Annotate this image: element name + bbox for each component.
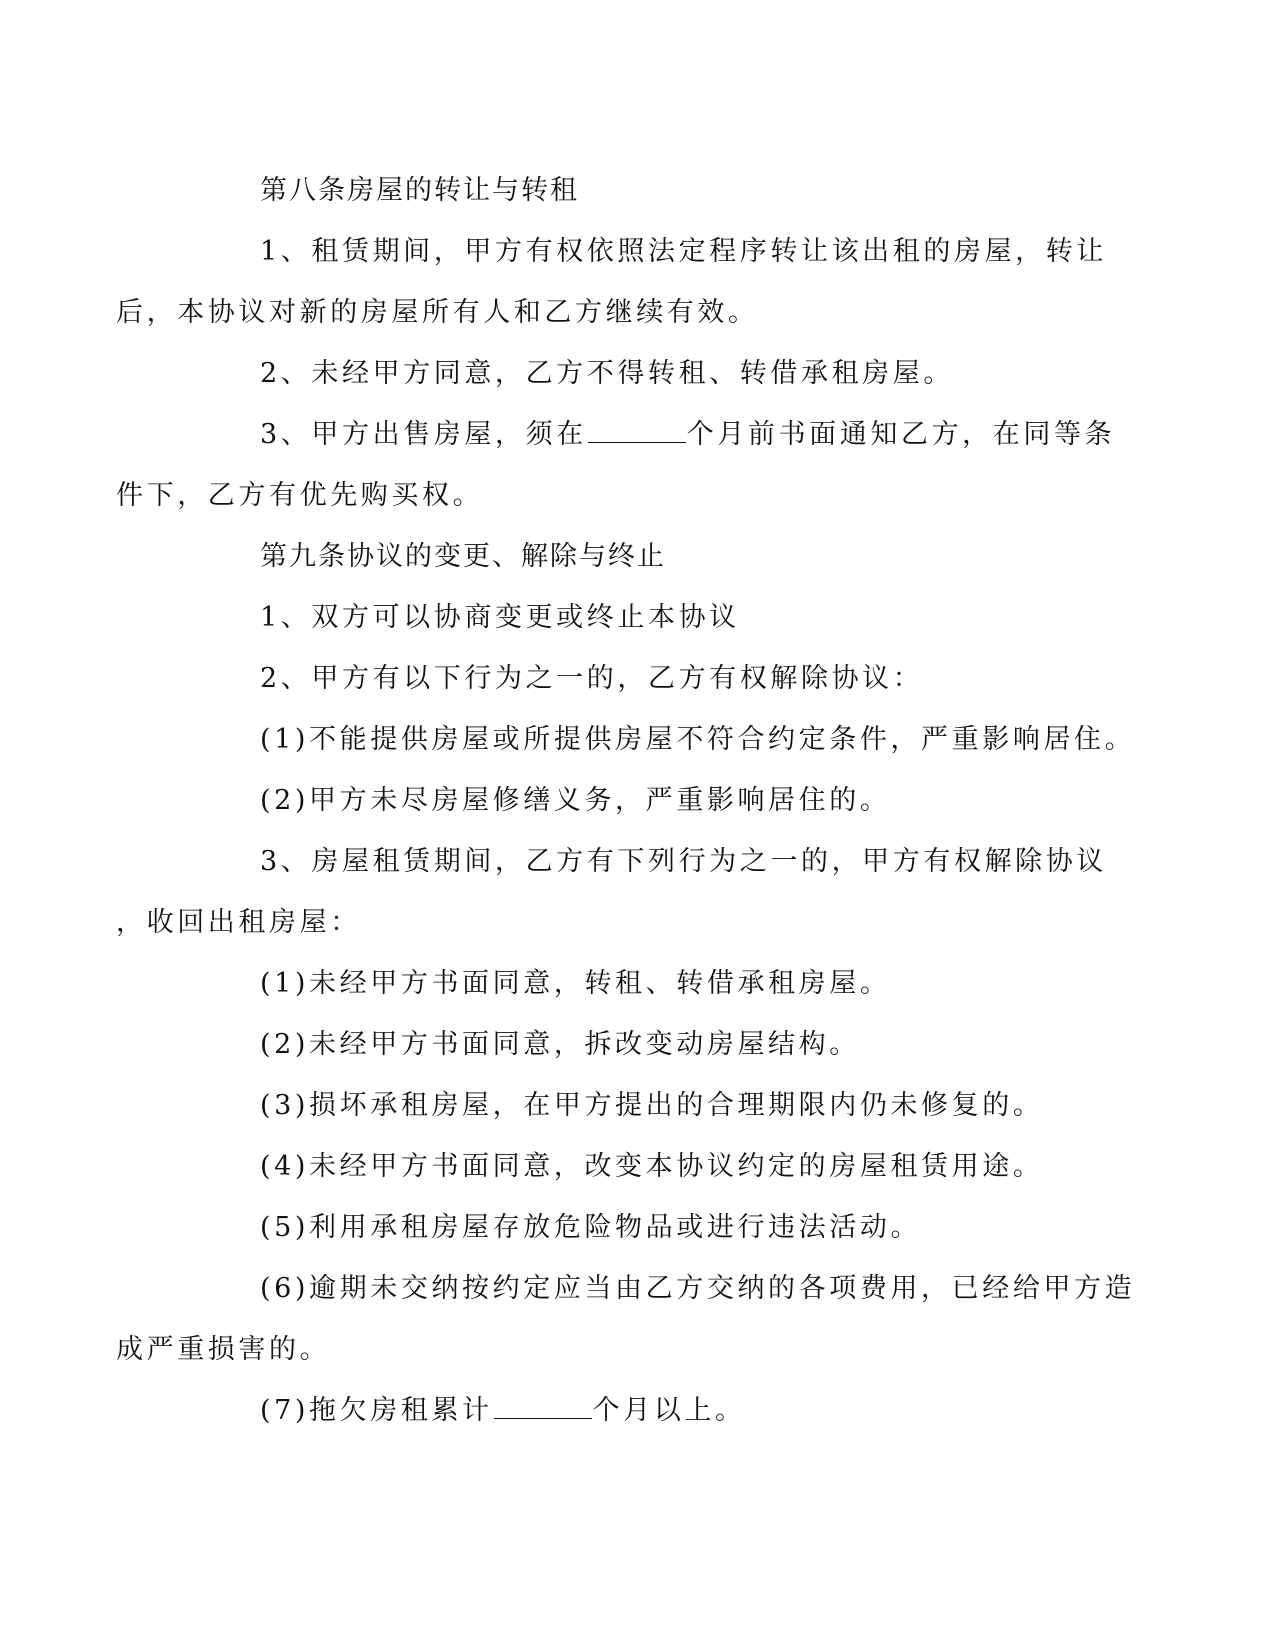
section-heading-9 bbox=[188, 526, 1088, 587]
paragraph-text: (1)未经甲方书面同意，转租、转借承租房屋。 bbox=[260, 968, 891, 999]
paragraph-9-2-2 bbox=[188, 770, 1088, 831]
paragraph-text-after: 个月前书面通知乙方，在同等条 bbox=[686, 419, 1116, 450]
paragraph-text-before: 3、甲方出售房屋，须在 bbox=[260, 419, 587, 450]
heading-text: 第九条协议的变更、解除与终止 bbox=[260, 541, 666, 572]
paragraph-line: 3、房屋租赁期间，乙方有下列行为之一的，甲方有权解除协议 bbox=[260, 846, 1107, 877]
paragraph-text: (2)未经甲方书面同意，拆改变动房屋结构。 bbox=[260, 1029, 860, 1060]
paragraph-9-3 bbox=[116, 831, 1107, 953]
paragraph-text-before: (7)拖欠房租累计 bbox=[260, 1395, 493, 1426]
paragraph-text: (3)损坏承租房屋，在甲方提出的合理期限内仍未修复的。 bbox=[260, 1090, 1044, 1121]
paragraph-text: 1、双方可以协商变更或终止本协议 bbox=[260, 602, 740, 633]
paragraph-9-2 bbox=[188, 648, 1088, 709]
paragraph-line: 1、租赁期间，甲方有权依照法定程序转让该出租的房屋，转让 bbox=[260, 236, 1107, 267]
fill-blank[interactable] bbox=[588, 420, 686, 443]
paragraph-9-2-1 bbox=[188, 709, 1136, 770]
paragraph-9-3-6 bbox=[116, 1258, 1136, 1380]
paragraph-8-3 bbox=[116, 404, 1116, 526]
paragraph-text: (1)不能提供房屋或所提供房屋不符合约定条件，严重影响居住。 bbox=[260, 724, 1136, 755]
fill-blank[interactable] bbox=[494, 1396, 592, 1419]
paragraph-9-3-4 bbox=[188, 1136, 1088, 1197]
document-body bbox=[116, 160, 1136, 1441]
paragraph-text: (2)甲方未尽房屋修缮义务，严重影响居住的。 bbox=[260, 785, 891, 816]
paragraph-9-3-1 bbox=[188, 953, 1088, 1014]
paragraph-line: ，收回出租房屋： bbox=[116, 907, 361, 938]
paragraph-line: (6)逾期未交纳按约定应当由乙方交纳的各项费用，已经给甲方造 bbox=[260, 1273, 1136, 1304]
paragraph-8-2 bbox=[188, 343, 1088, 404]
paragraph-9-3-5 bbox=[188, 1197, 1088, 1258]
paragraph-text: 2、甲方有以下行为之一的，乙方有权解除协议： bbox=[260, 663, 924, 694]
paragraph-9-1 bbox=[188, 587, 1088, 648]
paragraph-9-3-7 bbox=[188, 1380, 1088, 1441]
paragraph-text: (5)利用承租房屋存放危险物品或进行违法活动。 bbox=[260, 1212, 922, 1243]
paragraph-line bbox=[260, 419, 1115, 450]
section-heading-8 bbox=[188, 160, 1088, 221]
paragraph-line: 件下，乙方有优先购买权。 bbox=[116, 480, 484, 511]
paragraph-8-1 bbox=[116, 221, 1107, 343]
paragraph-9-3-3 bbox=[188, 1075, 1088, 1136]
paragraph-text-after: 个月以上。 bbox=[592, 1395, 746, 1426]
paragraph-line: 后，本协议对新的房屋所有人和乙方继续有效。 bbox=[116, 297, 759, 328]
paragraph-line: 成严重损害的。 bbox=[116, 1334, 331, 1365]
paragraph-9-3-2 bbox=[188, 1014, 1088, 1075]
heading-text: 第八条房屋的转让与转租 bbox=[260, 175, 579, 206]
paragraph-text: 2、未经甲方同意，乙方不得转租、转借承租房屋。 bbox=[260, 358, 954, 389]
paragraph-text: (4)未经甲方书面同意，改变本协议约定的房屋租赁用途。 bbox=[260, 1151, 1044, 1182]
